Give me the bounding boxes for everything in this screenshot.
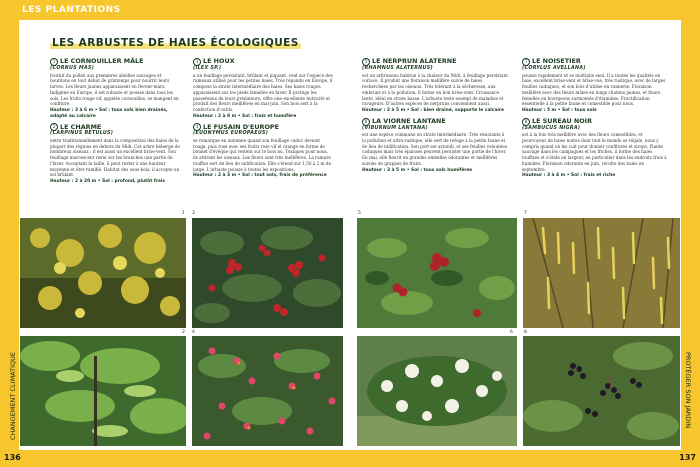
plant-specs: Hauteur : 2 à 5 m • Sol : bien drainé, supporte le calcaire	[362, 107, 505, 113]
plant-specs: Hauteur : 3 à 6 m • Sol : tous sols bien drainés, adapté au calcaire	[50, 107, 168, 119]
text-column-3	[362, 58, 508, 177]
photo-elder	[523, 336, 680, 446]
plant-name: LE NOISETIER	[532, 57, 581, 66]
text-column-4	[522, 58, 668, 183]
plant-name: LA VIORNE LANTANE	[372, 116, 446, 125]
photo-number: 7	[524, 211, 527, 216]
plant-entry	[522, 118, 668, 179]
plant-description: fournit du pollen aux premières abeilles sauvages et bourdons en tout début de printemps pour nourrir leurs larves. Les fleurs jaunes apparaissent en février-mars. Indigène en Europe, il est robuste et pousse dans tous les sols. Les fruits rouge vif, appelés cornouilles, se mangent en confiture.	[50, 72, 179, 107]
plant-entry	[50, 58, 182, 119]
photo-number: 4	[192, 330, 195, 335]
page-number-right: 137	[679, 453, 696, 462]
photo-number: 3	[192, 211, 195, 216]
plant-entry	[362, 118, 508, 174]
plant-specs: Hauteur : 3 à 4 m • Sol : frais et riche	[522, 173, 616, 179]
latin-name: (RHAMNUS ALATERNUS)	[362, 66, 433, 71]
text-column-1	[50, 58, 182, 189]
latin-name: (CORYLUS AVELLANA)	[522, 66, 586, 71]
latin-name: (ILEX SP.)	[193, 66, 222, 71]
entry-number: 4	[193, 123, 201, 131]
photo-spindle	[192, 336, 343, 446]
plant-name: LE FUSAIN D'EUROPE	[203, 122, 279, 131]
text-column-2	[193, 58, 333, 183]
entry-number: 6	[362, 118, 370, 126]
entry-number: 8	[522, 118, 530, 126]
photo-number: 5	[358, 211, 361, 216]
section-title: LES ARBUSTES DE HAIES ÉCOLOGIQUES	[52, 37, 299, 49]
plant-name: LE HOUX	[203, 57, 235, 66]
latin-name: (SAMBUCUS NIGRA)	[522, 125, 581, 131]
photo-hornbeam	[20, 336, 186, 446]
chapter-tag: LES PLANTATIONS	[22, 5, 121, 15]
entry-number: 5	[362, 58, 370, 66]
plant-entry	[362, 58, 508, 114]
plant-entry	[50, 123, 182, 184]
plant-name: LE SUREAU NOIR	[532, 116, 592, 125]
bottom-band	[0, 450, 700, 467]
plant-description: est un arbrisseau habitué à la chaleur du Midi, à feuillage persistant coriace. Il produit une floraison mellifère suivie de baies recherchées par les oiseaux. Très tolérant à la sécheresse, aux embruns et à la pollution, il forme un bon brise-vent. Croissance lente, idéal en strate basse. L'arbuste reste exempt de maladies et ravageurs. D'autres espèces de nerpruns conviennent aussi.	[362, 72, 508, 107]
entry-number: 1	[50, 58, 58, 66]
entry-number: 7	[522, 58, 530, 66]
photo-number: 8	[524, 330, 527, 335]
latin-name: (CARPINUS BETULUS)	[50, 131, 114, 137]
plant-description: est une espèce commune en strate intermédiaire. Très résistante à la pollution et ultra-rustique, elle sert de refuge à la petite faune et de lieu de nidification. Son port est arrondi, et ses feuilles veloutées caduques mais très épaisses peuvent persister une partie de l'hiver. En mai, elle fleurit en grandes ombelles odorantes et mellifères suivies de grappes de fruits.	[362, 132, 507, 166]
plant-entry	[193, 123, 333, 179]
plant-specs: Hauteur : 2 à 8 m • Sol : frais et humifère	[193, 113, 297, 119]
plant-description: a un feuillage persistant, brillant et piquant, ceul sur l'espèce des rameaux utilisé pour les petites baies. Très répandu en Europe, il compose la strate intermédiaire des haies. Ses baies rouges apparaissent sur les pieds femelles en hiver. Il protège les passereaux de leurs prédateurs, offre une excellente nutricité et produit des fleurs mellifères en mai-juin. Son bois sert à la confection d'outils.	[193, 72, 333, 112]
photo-viburnum	[357, 336, 517, 446]
latin-name: (EUONYMUS EUROPAEUS)	[193, 131, 269, 137]
left-side-label: CHANGEMENT CLIMATIQUE	[9, 352, 17, 440]
plant-specs: Hauteur : 2 à 20 m • Sol : profond, plutôt frais	[50, 178, 165, 184]
photo-hazel	[523, 218, 680, 328]
plant-name: LE NERPRUN ALATERNE	[372, 57, 457, 66]
plant-entry	[522, 58, 668, 114]
photo-number: 1	[182, 211, 185, 216]
latin-name: (CORNUS MAS)	[50, 66, 95, 71]
plant-specs: Hauteur : 2 à 3 m • Sol : tout sols, frais de préférence	[193, 173, 327, 179]
plant-description: se remarque en automne quand son feuillage caduc devient rouge, puis rose avec ses fruits rose vif et orange en forme de bonnet d'évêque qui restent sur le bois nu. Toxiques pour nous, ils attirent les oiseaux. Les fleurs sont très mellifères. La ramure touffue sert de lieu de nidification. Elle s'étend sur 1,50 à 2 m de large. L'arbuste pousse à toutes les expositions.	[193, 138, 332, 172]
page-number-left: 136	[4, 453, 21, 462]
latin-name: (VIBURNUM LANTANA)	[362, 125, 429, 131]
entry-number: 3	[193, 58, 201, 66]
plant-description: est à la fois très mellifère avec des fleurs comestibles, et pourvoyeur de baies noires dont tout le monde se régale, nous y compris quand on les cuit pour donner confitures et sirops. Plante sauvage dans les campagnes et les friches, il forme des haies touffues et s'étale en largeur, en particulier dans les endroits frais à humides. Floraison odorante en juin, récolte des baies en septembre.	[522, 132, 667, 172]
plant-name: LE CORNOUILLER MÂLE	[60, 57, 144, 66]
photo-cornus-mas	[20, 218, 186, 328]
photo-number: 2	[182, 330, 185, 335]
photo-rhamnus	[357, 218, 517, 328]
plant-description: pousse rapidement et se multiplie seul. Il a toutes les qualités en haie, excellent brise-vent et brise-vue, très rustique, avec de larges feuilles caduques, et son bois d'utilise en vannerie. Floraison mellifère avec des fleurs mâles en longs chatons jaunes, et fleurs femelles en bourgeons surmontés d'étamines. Fructification essentielle à la petite faune et comestible pour nous.	[522, 72, 666, 107]
right-side-label: PROTÉGER SON JARDIN	[684, 352, 692, 429]
entry-number: 2	[50, 123, 58, 131]
photo-number: 6	[510, 330, 513, 335]
plant-name: LE CHARME	[60, 122, 102, 131]
plant-description: entre traditionnellement dans la composition des haies de la plupart des régions en dehors du Midi. Cet arbre héberge de nombreux oiseaux ; il est aussi un excellent brise-vent. Son feuillage marcescent reste sur les branches une partie de l'hiver. Acceptant la taille, il peut rester à une hauteur moyenne et être ramifié. Habitat des sous-bois, il accepte un sol brûlant.	[50, 138, 180, 178]
plant-specs: Hauteur : 5 m • Sol : tous sols	[522, 107, 597, 113]
plant-specs: Hauteur : 3 à 5 m • Sol : tous sols humifères	[362, 167, 473, 173]
photo-holly	[192, 218, 343, 328]
plant-entry	[193, 58, 333, 119]
